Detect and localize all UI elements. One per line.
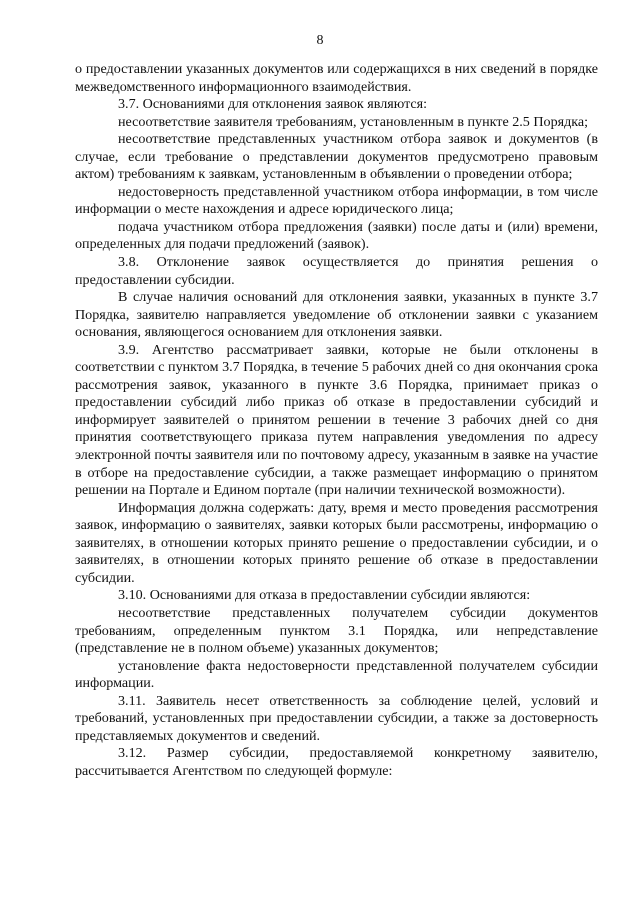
clause-3-8-notification: В случае наличия оснований для отклонения заявки, указанных в пункте 3.7 Порядка, заявителю направляется уведомление об отклонении заявки с указанием основания, являющегося основанием для отклонения заявки. — [75, 289, 598, 341]
clause-3-10-item-2: установление факта недостоверности представленной получателем субсидии информации. — [75, 657, 598, 692]
clause-3-7-item-3: недостоверность представленной участником отбора информации, в том числе информации о месте нахождения и адресе юридического лица; — [75, 183, 598, 218]
clause-3-10-heading: 3.10. Основаниями для отказа в предоставлении субсидии являются: — [118, 587, 531, 604]
clause-3-7-item-2: несоответствие представленных участником отбора заявок и документов (в случае, если требование о представлении документов предусмотрено правовым актом) требованиям к заявкам, установленным в объявлении о проведении отбора; — [75, 131, 598, 183]
clause-3-7-item-1: несоответствие заявителя требованиям, установленным в пункте 2.5 Порядка; — [118, 113, 589, 130]
clause-3-8: 3.8. Отклонение заявок осуществляется до принятия решения о предоставлении субсидии. — [75, 254, 598, 288]
clause-3-10-item-1: несоответствие представленных получателем субсидии документов требованиям, определенным пунктом 3.1 Порядка, или непредставление (представление не в полном объеме) указанных документов; — [75, 604, 598, 657]
page-number: 8 — [316, 33, 324, 48]
clause-3-11: 3.11. Заявитель несет ответственность за соблюдение целей, условий и требований, установленных при предоставлении субсидии, а также за достоверность представляемых документов и сведений. — [75, 692, 598, 744]
paragraph-continuation: о предоставлении указанных документов или содержащихся в них сведений в порядке межведомственного информационного взаимодействия. — [75, 61, 598, 95]
clause-3-9-information: Информация должна содержать: дату, время и место проведения рассмотрения заявок, информацию о заявителях, заявки которых были рассмотрены, информацию о заявителях, в отношении которых принято решение о предоставлении субсидии, и о заявителях, в отношении которых принято решение об отказе в предоставлении субсидии. — [75, 499, 598, 586]
document-body — [75, 61, 598, 780]
clause-3-7-heading: 3.7. Основаниями для отклонения заявок являются: — [118, 96, 428, 113]
clause-3-7-item-4: подача участником отбора предложения (заявки) после даты и (или) времени, определенных для подачи предложений (заявок). — [75, 218, 598, 253]
clause-3-9: 3.9. Агентство рассматривает заявки, которые не были отклонены в соответствии с пунктом 3.7 Порядка, в течение 5 рабочих дней со дня окончания срока рассмотрения заявок, указанного в пункте 3.6 Порядка, принимает приказ о предоставлении субсидий либо приказ об отказе в предоставлении субсидий и информирует заявителей о принятом решении в течение 3 рабочих дней со дня принятия соответствующего приказа путем направления уведомления по адресу электронной почты заявителя или по почтовому адресу, указанным в заявке на участие в отборе на предоставление субсидии, а также размещает информацию о принятом решении на Портале и Едином портале (при наличии технической возможности). — [75, 341, 598, 499]
clause-3-12: 3.12. Размер субсидии, предоставляемой конкретному заявителю, рассчитывается Агентством по следующей формуле: — [75, 745, 598, 779]
